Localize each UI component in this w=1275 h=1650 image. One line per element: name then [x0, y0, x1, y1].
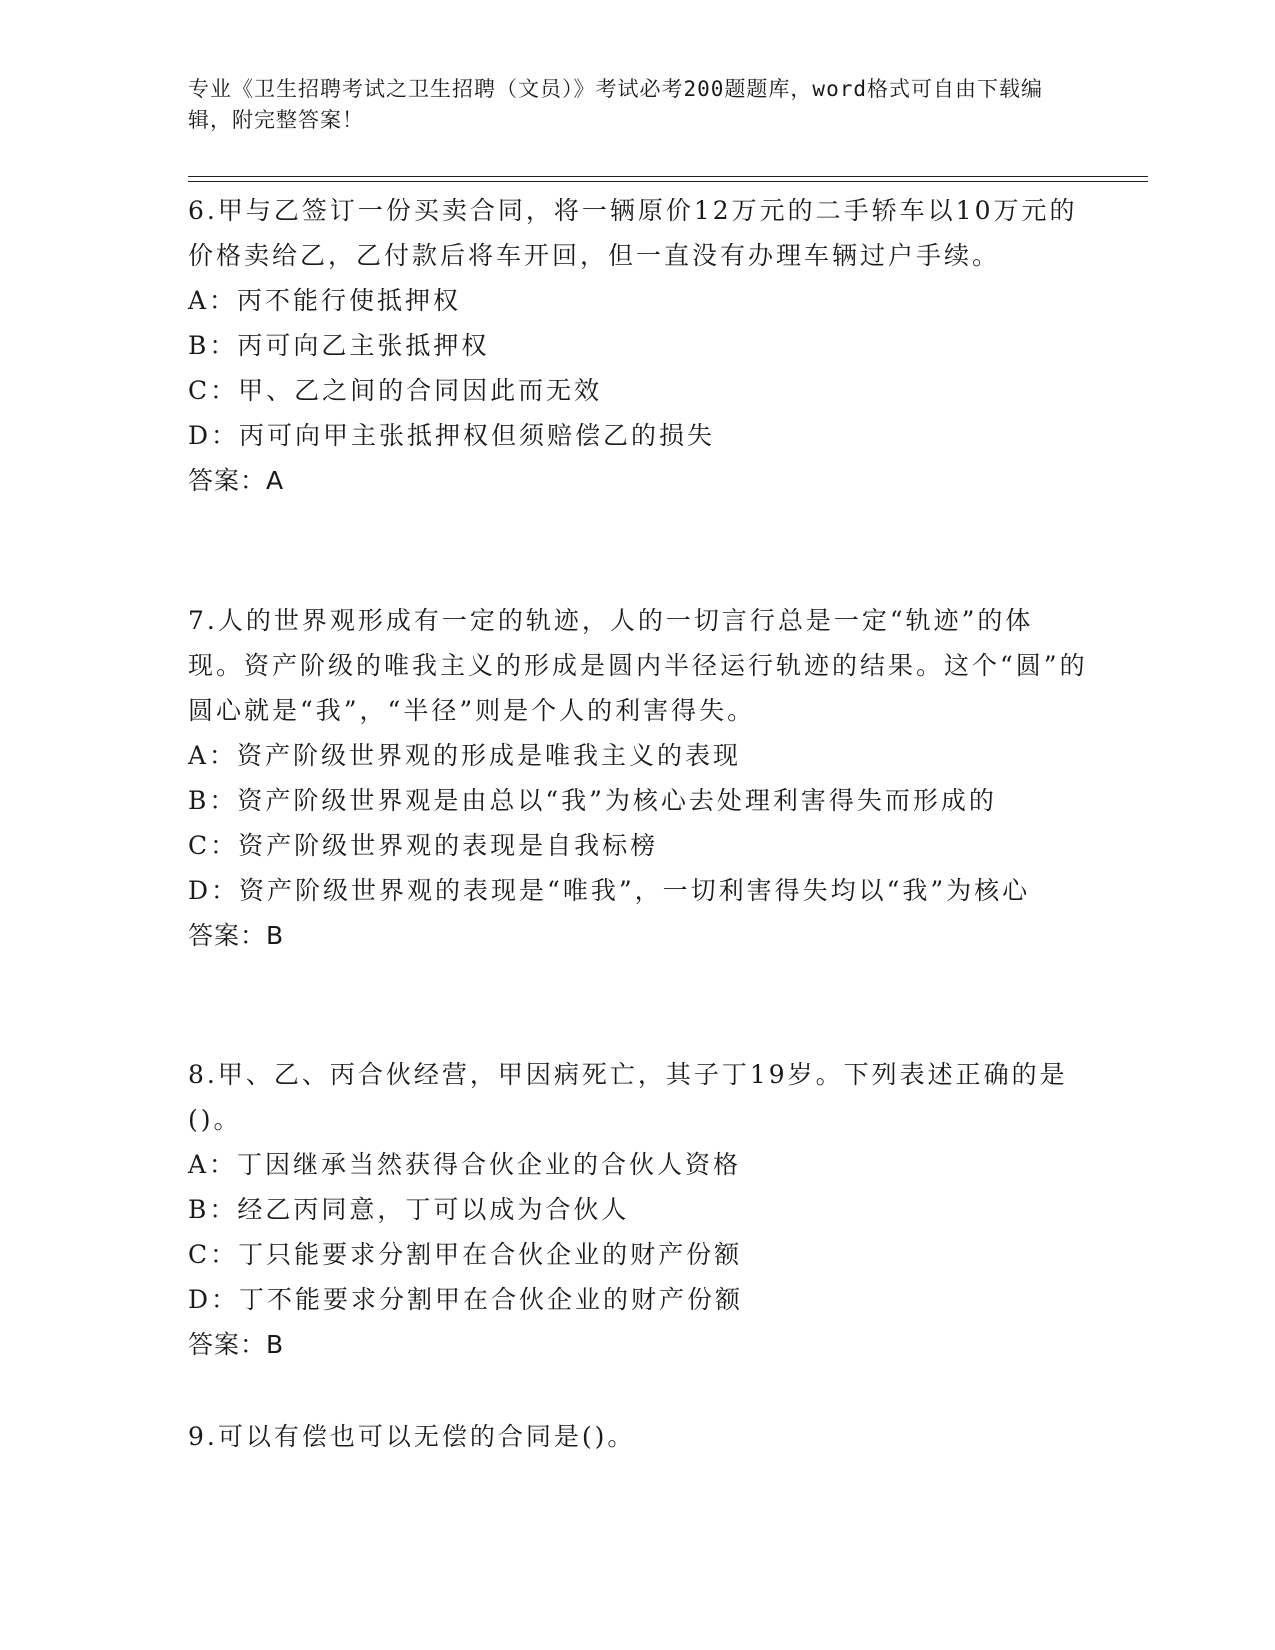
question-9: [188, 1414, 1088, 1459]
question-stem: 6.甲与乙签订一份买卖合同，将一辆原价12万元的二手轿车以10万元的价格卖给乙，乙付款后将车开回，但一直没有办理车辆过户手续。: [188, 196, 1078, 270]
answer-label: 答案：A: [188, 466, 285, 495]
option-a: A：丁因继承当然获得合伙企业的合伙人资格: [188, 1150, 742, 1179]
option-b: B：经乙丙同意，丁可以成为合伙人: [188, 1195, 630, 1224]
option-c: C：资产阶级世界观的表现是自我标榜: [188, 831, 659, 860]
option-b: B：资产阶级世界观是由总以“我”为核心去处理利害得失而形成的: [188, 786, 997, 815]
option-c: C：丁只能要求分割甲在合伙企业的财产份额: [188, 1240, 743, 1269]
answer-label: 答案：B: [188, 1330, 285, 1359]
option-d: D：丁不能要求分割甲在合伙企业的财产份额: [188, 1285, 744, 1314]
answer-label: 答案：B: [188, 921, 285, 950]
option-a: A：资产阶级世界观的形成是唯我主义的表现: [188, 741, 742, 770]
option-c: C：甲、乙之间的合同因此而无效: [188, 376, 603, 405]
option-d: D：资产阶级世界观的表现是“唯我”，一切利害得失均以“我”为核心: [188, 876, 1031, 905]
question-7: [188, 598, 1088, 959]
option-b: B：丙可向乙主张抵押权: [188, 331, 490, 360]
option-a: A：丙不能行使抵押权: [188, 286, 462, 315]
option-d: D：丙可向甲主张抵押权但须赔偿乙的损失: [188, 421, 716, 450]
document-header: 专业《卫生招聘考试之卫生招聘（文员）》考试必考200题题库，word格式可自由下载编辑，附完整答案！: [188, 77, 1043, 132]
question-stem: 9.可以有偿也可以无偿的合同是()。: [188, 1422, 636, 1451]
question-8: [188, 1052, 1088, 1368]
header-divider-bottom: [188, 181, 1148, 182]
header-divider-top: [188, 176, 1148, 177]
question-stem: 8.甲、乙、丙合伙经营，甲因病死亡，其子丁19岁。下列表述正确的是()。: [188, 1060, 1068, 1134]
question-stem: 7.人的世界观形成有一定的轨迹，人的一切言行总是一定“轨迹”的体现。资产阶级的唯我主义的形成是圆内半径运行轨迹的结果。这个“圆”的圆心就是“我”，“半径”则是个人的利害得失。: [188, 606, 1088, 725]
question-6: [188, 188, 1088, 504]
